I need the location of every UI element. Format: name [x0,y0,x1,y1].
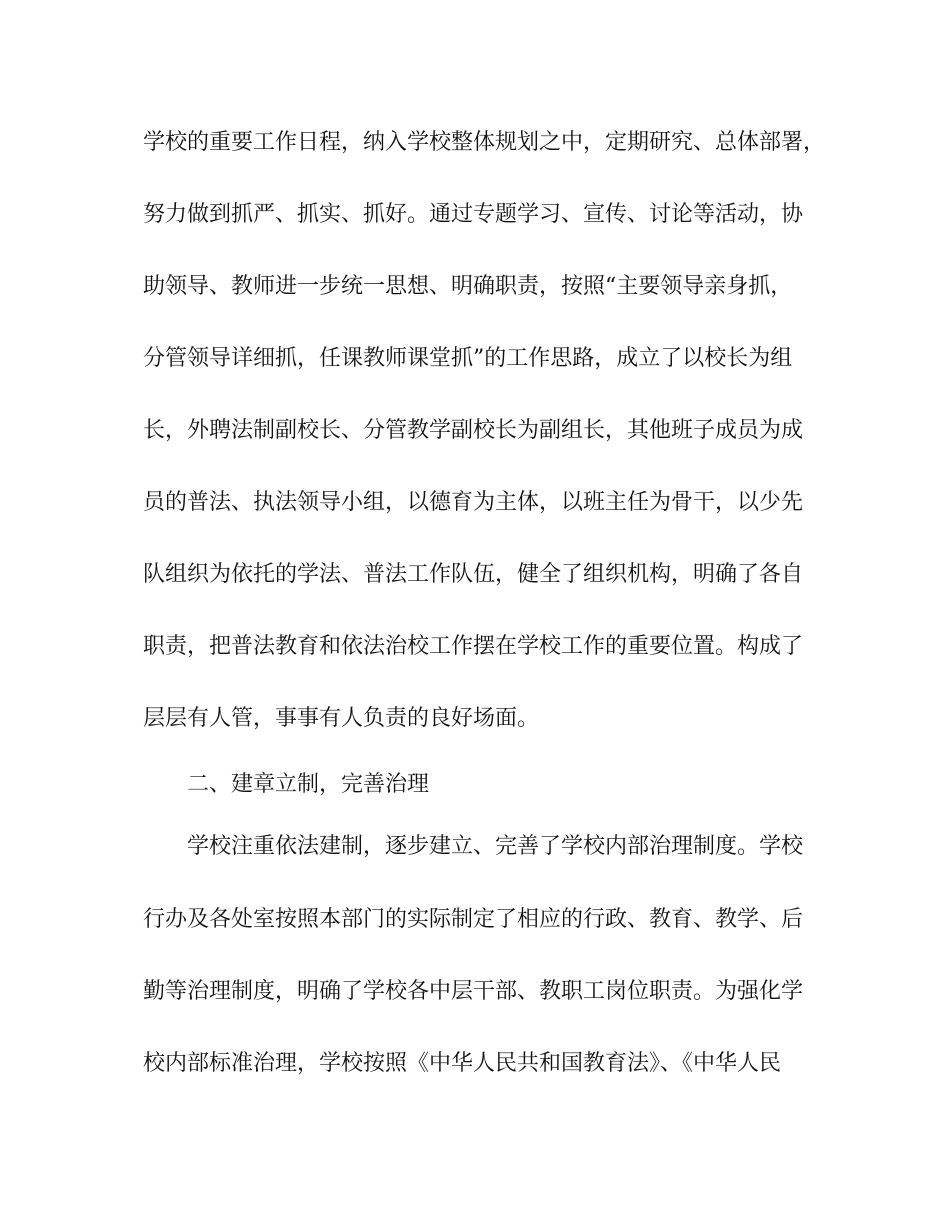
paragraph-line-13: 校内部标准治理，学校按照《中华人民共和国教育法》、《中华人民 [143,1051,782,1076]
paragraph-line-4: 分管领导详细抓，任课教师课堂抓”的工作思路，成立了以校长为组 [143,346,793,371]
paragraph-line-5: 长，外聘法制副校长、分管教学副校长为副组长，其他班子成员为成 [143,418,804,443]
paragraph-line-8: 职责，把普法教育和依法治校工作摆在学校工作的重要位置。构成了 [143,634,804,659]
paragraph-line-3: 助领导、教师进一步统一思想、明确职责，按照“主要领导亲身抓， [143,274,793,299]
paragraph-line-7: 队组织为依托的学法、普法工作队伍，健全了组织机构，明确了各自 [143,562,804,587]
paragraph-line-12: 勤等治理制度，明确了学校各中层干部、教职工岗位职责。为强化学 [143,979,804,1004]
paragraph-line-6: 员的普法、执法领导小组，以德育为主体，以班主任为骨干，以少先 [143,490,804,515]
paragraph-line-10: 学校注重依法建制，逐步建立、完善了学校内部治理制度。学校 [187,834,804,859]
paragraph-line-2: 努力做到抓严、抓实、抓好。通过专题学习、宣传、讨论等活动，协 [143,202,804,227]
paragraph-line-1: 学校的重要工作日程，纳入学校整体规划之中，定期研究、总体部署， [143,130,826,155]
paragraph-line-9: 层层有人管，事事有人负责的良好场面。 [143,706,540,731]
section-heading: 二、建章立制，完善治理 [187,772,430,797]
paragraph-line-11: 行办及各处室按照本部门的实际制定了相应的行政、教育、教学、后 [143,907,804,932]
